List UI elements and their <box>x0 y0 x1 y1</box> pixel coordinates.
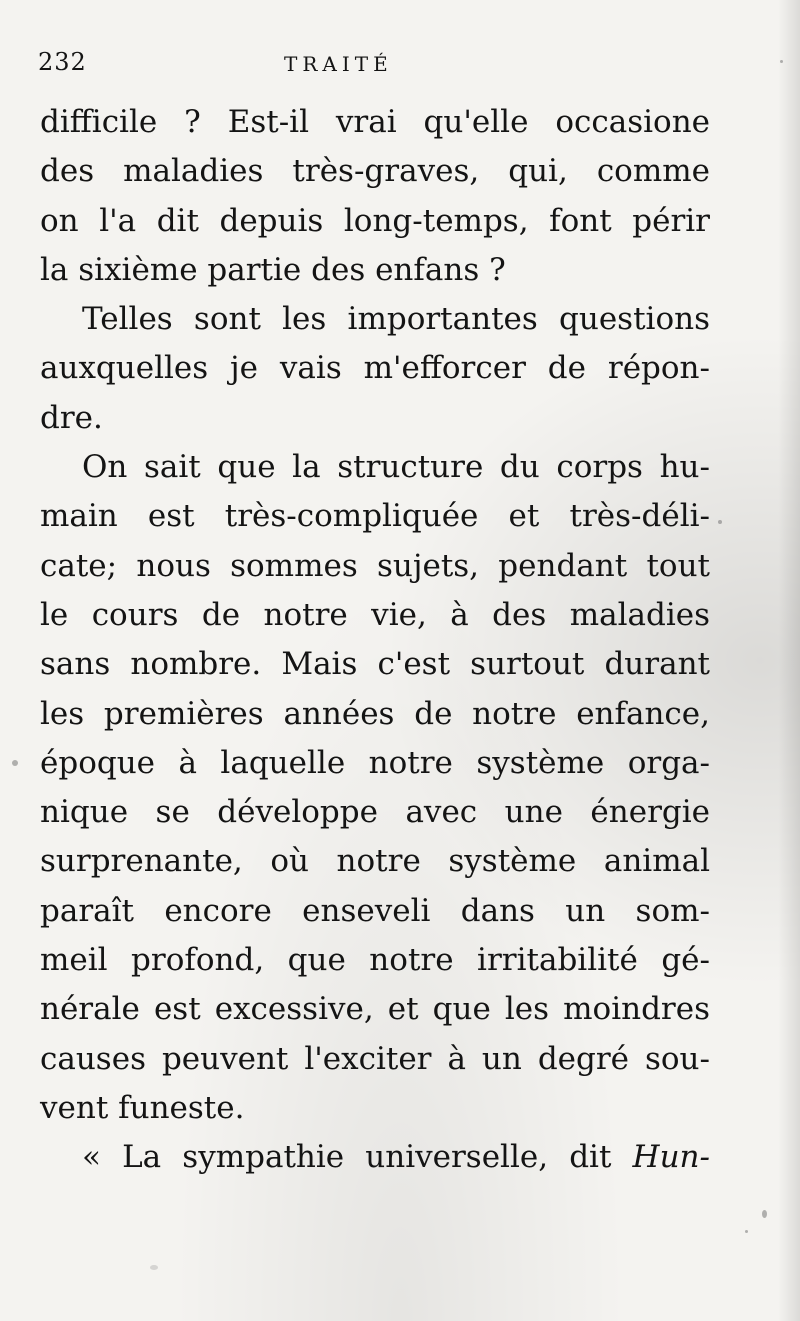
text-line: surprenante, où notre système animal <box>40 843 710 880</box>
text-line: des maladies très-graves, qui, comme <box>40 153 710 190</box>
body-text <box>40 98 710 1183</box>
text-line: cate; nous sommes sujets, pendant tout <box>40 547 710 584</box>
text-fragment: « La sympathie universelle, dit <box>82 1139 633 1176</box>
page-edge-shadow <box>778 0 800 1321</box>
page-header <box>38 48 438 78</box>
text-line: les premières années de notre enfance, <box>40 695 710 732</box>
text-line: meil profond, que notre irritabilité gé- <box>40 942 710 979</box>
text-line: nique se développe avec une énergie <box>40 794 710 831</box>
text-line <box>40 1133 710 1182</box>
text-line: Telles sont les importantes questions <box>82 301 710 338</box>
text-line: époque à laquelle notre système orga- <box>40 744 710 781</box>
running-title: TRAITÉ <box>284 52 393 76</box>
text-line: nérale est excessive, et que les moindres <box>40 991 710 1028</box>
page-number: 232 <box>38 48 87 76</box>
text-line: main est très-compliquée et très-déli- <box>40 498 710 535</box>
text-line: On sait que la structure du corps hu- <box>82 449 710 486</box>
text-line: dre. <box>40 399 103 436</box>
italic-name: Hun- <box>632 1139 710 1176</box>
text-line: le cours de notre vie, à des maladies <box>40 596 710 633</box>
text-line: sans nombre. Mais c'est surtout durant <box>40 646 710 683</box>
text-line: causes peuvent l'exciter à un degré sou- <box>40 1040 710 1077</box>
text-line: difficile ? Est-il vrai qu'elle occasione <box>40 104 710 140</box>
text-line: auxquelles je vais m'efforcer de répon- <box>40 350 710 387</box>
text-line: on l'a dit depuis long-temps, font périr <box>40 202 710 239</box>
text-line: paraît encore enseveli dans un som- <box>40 892 710 929</box>
text-line: vent funeste. <box>40 1089 245 1126</box>
text-line: la sixième partie des enfans ? <box>40 251 506 288</box>
